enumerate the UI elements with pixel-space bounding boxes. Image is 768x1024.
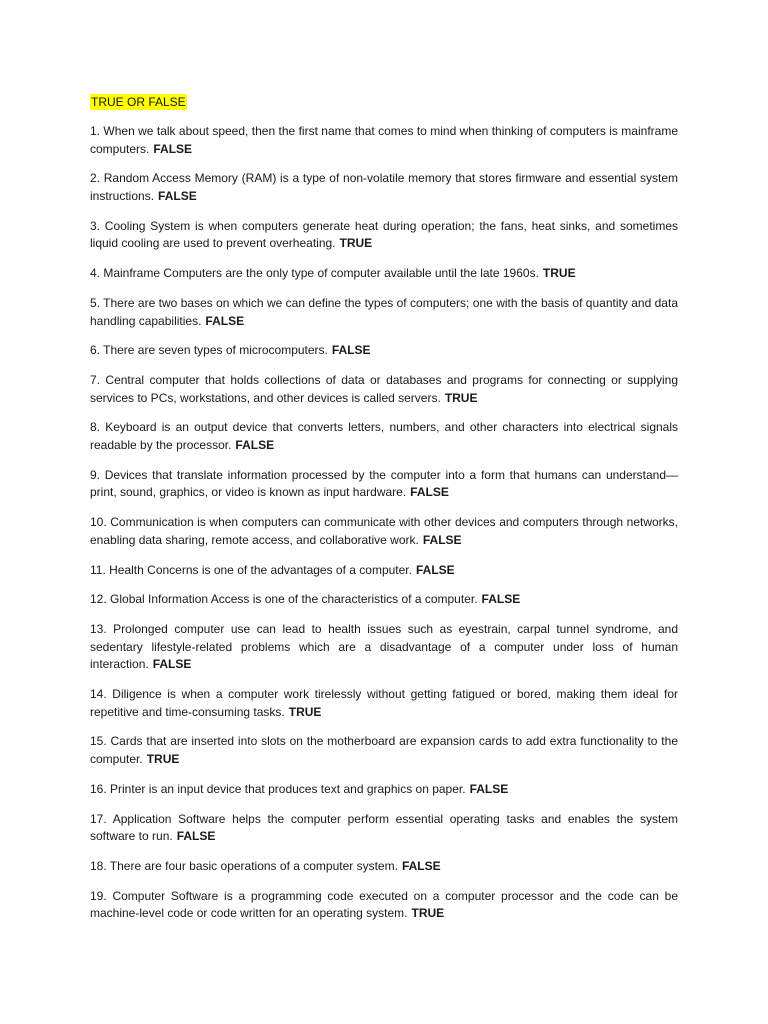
document-page	[90, 93, 678, 935]
question-text: 1. When we talk about speed, then the first name that comes to mind when thinking of computers is mainframe computers.	[90, 124, 678, 156]
question-text: 12. Global Information Access is one of the characteristics of a computer.	[90, 592, 478, 607]
question-item	[90, 781, 678, 799]
answer-label: TRUE	[146, 752, 180, 767]
answer-label: FALSE	[205, 313, 245, 328]
page-heading: TRUE OR FALSE	[91, 95, 186, 109]
answer-label: FALSE	[152, 657, 192, 672]
question-text: 14. Diligence is when a computer work tirelessly without getting fatigued or bored, making them ideal for repetitive and time-consuming tasks.	[90, 687, 678, 719]
question-text: 19. Computer Software is a programming code executed on a computer processor and the code can be machine-level code or code written for an operating system.	[90, 888, 678, 921]
question-item	[90, 811, 678, 846]
question-item	[90, 372, 678, 407]
question-item	[90, 467, 678, 502]
question-item	[90, 514, 678, 549]
answer-label: FALSE	[415, 562, 455, 577]
answer-label: FALSE	[410, 485, 449, 500]
question-item	[90, 295, 678, 330]
question-text: 13. Prolonged computer use can lead to health issues such as eyestrain, carpal tunnel syndrome, and sedentary lifestyle-related problems which are a disadvantage of a computer under loss of human interaction.	[90, 622, 678, 672]
answer-label: FALSE	[422, 532, 462, 547]
question-item	[90, 123, 678, 158]
answer-label: FALSE	[331, 343, 371, 358]
answer-label: TRUE	[288, 704, 322, 719]
question-item	[90, 686, 678, 721]
question-item	[90, 858, 678, 876]
question-text: 16. Printer is an input device that produces text and graphics on paper.	[90, 781, 466, 796]
question-list	[90, 123, 678, 923]
question-item	[90, 419, 678, 454]
question-item	[90, 170, 678, 205]
question-text: 8. Keyboard is an output device that converts letters, numbers, and other characters into electrical signals readable by the processor.	[90, 420, 678, 453]
question-text: 18. There are four basic operations of a computer system.	[90, 859, 398, 873]
question-item	[90, 888, 678, 923]
question-item	[90, 218, 678, 253]
answer-label: FALSE	[176, 829, 216, 844]
question-text: 10. Communication is when computers can communicate with other devices and computers through networks, enabling data sharing, remote access, and collaborative work.	[90, 515, 678, 547]
answer-label: FALSE	[158, 188, 197, 203]
question-text: 11. Health Concerns is one of the advantages of a computer.	[90, 562, 412, 577]
answer-label: TRUE	[542, 266, 576, 281]
question-text: 7. Central computer that holds collections of data or databases and programs for connecting or supplying services to PCs, workstations, and other devices is called servers.	[90, 373, 678, 405]
question-item	[90, 562, 678, 580]
question-text: 15. Cards that are inserted into slots on the motherboard are expansion cards to add extra functionality to the computer.	[90, 734, 678, 767]
question-item	[90, 621, 678, 674]
question-text: 3. Cooling System is when computers generate heat during operation; the fans, heat sinks, and sometimes liquid cooling are used to prevent overheating.	[90, 218, 678, 251]
answer-label: FALSE	[469, 781, 509, 796]
answer-label: FALSE	[481, 592, 521, 607]
question-text: 2. Random Access Memory (RAM) is a type of non-volatile memory that stores firmware and essential system instructions.	[90, 171, 678, 203]
question-item	[90, 591, 678, 609]
answer-label: TRUE	[444, 390, 478, 405]
question-text: 4. Mainframe Computers are the only type of computer available until the late 1960s.	[90, 266, 539, 281]
question-text: 17. Application Software helps the computer perform essential operating tasks and enables the system software to run.	[90, 811, 678, 844]
answer-label: TRUE	[339, 236, 373, 251]
question-text: 5. There are two bases on which we can define the types of computers; one with the basis of quantity and data handling capabilities.	[90, 295, 678, 328]
answer-label: FALSE	[235, 438, 275, 453]
answer-label: TRUE	[411, 906, 445, 921]
question-text: 6. There are seven types of microcomputers.	[90, 343, 328, 358]
question-item	[90, 265, 678, 283]
question-item	[90, 733, 678, 768]
question-text: 9. Devices that translate information processed by the computer into a form that humans can understand—print, sound, graphics, or video is known as input hardware.	[90, 467, 678, 500]
question-item	[90, 342, 678, 360]
answer-label: FALSE	[401, 859, 441, 873]
answer-label: FALSE	[153, 141, 193, 156]
